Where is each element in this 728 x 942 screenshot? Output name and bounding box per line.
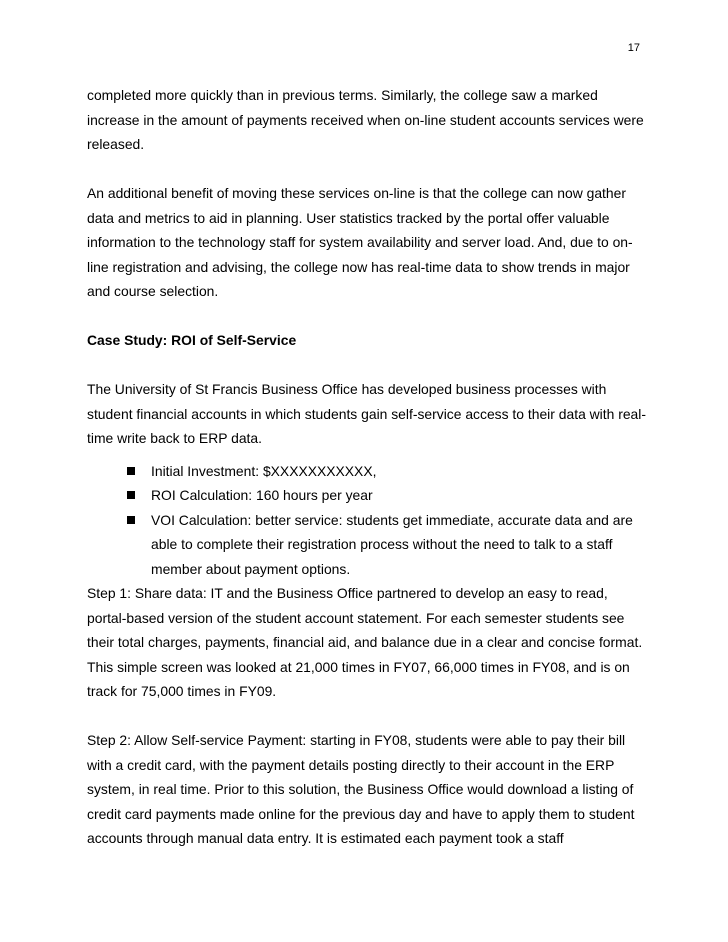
paragraph-additional-benefit: An additional benefit of moving these services on-line is that the college can now gather data and metrics to aid in planning. User statistics tracked by the portal offer valuable information to the technology staff for system availability and server load. And, due to on-line registration and advising, the college now has real-time data to show trends in major and course selection.	[87, 185, 633, 299]
paragraph-step-2: Step 2: Allow Self-service Payment: starting in FY08, students were able to pay their bill with a credit card, with the payment details posting directly to their account in the ERP system, in real time. Prior to this solution, the Business Office would download a listing of credit card payments made online for the previous day and have to apply them to student accounts through manual data entry. It is estimated each payment took a staff	[87, 732, 635, 846]
list-item-text: ROI Calculation: 160 hours per year	[151, 487, 373, 503]
square-bullet-icon	[127, 516, 135, 524]
list-item	[151, 483, 647, 508]
square-bullet-icon	[127, 491, 135, 499]
page-number: 17	[627, 42, 640, 54]
paragraph-case-study: The University of St Francis Business Office has developed business processes with student financial accounts in which students gain self-service access to their data with real-time write back to ERP data.	[87, 381, 646, 446]
bullet-list	[87, 459, 647, 582]
section-heading: Case Study: ROI of Self-Service	[87, 332, 297, 348]
list-item-text: Initial Investment: $XXXXXXXXXXX,	[151, 462, 377, 479]
paragraph-intro-continued: completed more quickly than in previous terms. Similarly, the college saw a marked increase in the amount of payments received when on-line student accounts services were released.	[87, 87, 644, 152]
list-item	[151, 459, 647, 484]
paragraph-step-1: Step 1: Share data: IT and the Business Office partnered to develop an easy to read, portal-based version of the student account statement. For each semester students see their total charges, payments, financial aid, and balance due in a clear and concise format. This simple screen was looked at 21,000 times in FY07, 66,000 times in FY08, and is on track for 75,000 times in FY09.	[87, 585, 643, 699]
square-bullet-icon	[127, 467, 135, 475]
document-body	[87, 83, 647, 875]
list-item	[151, 508, 647, 582]
list-item-text: VOI Calculation: better service: students get immediate, accurate data and are able to complete their registration process without the need to talk to a staff member about payment options.	[151, 511, 633, 577]
